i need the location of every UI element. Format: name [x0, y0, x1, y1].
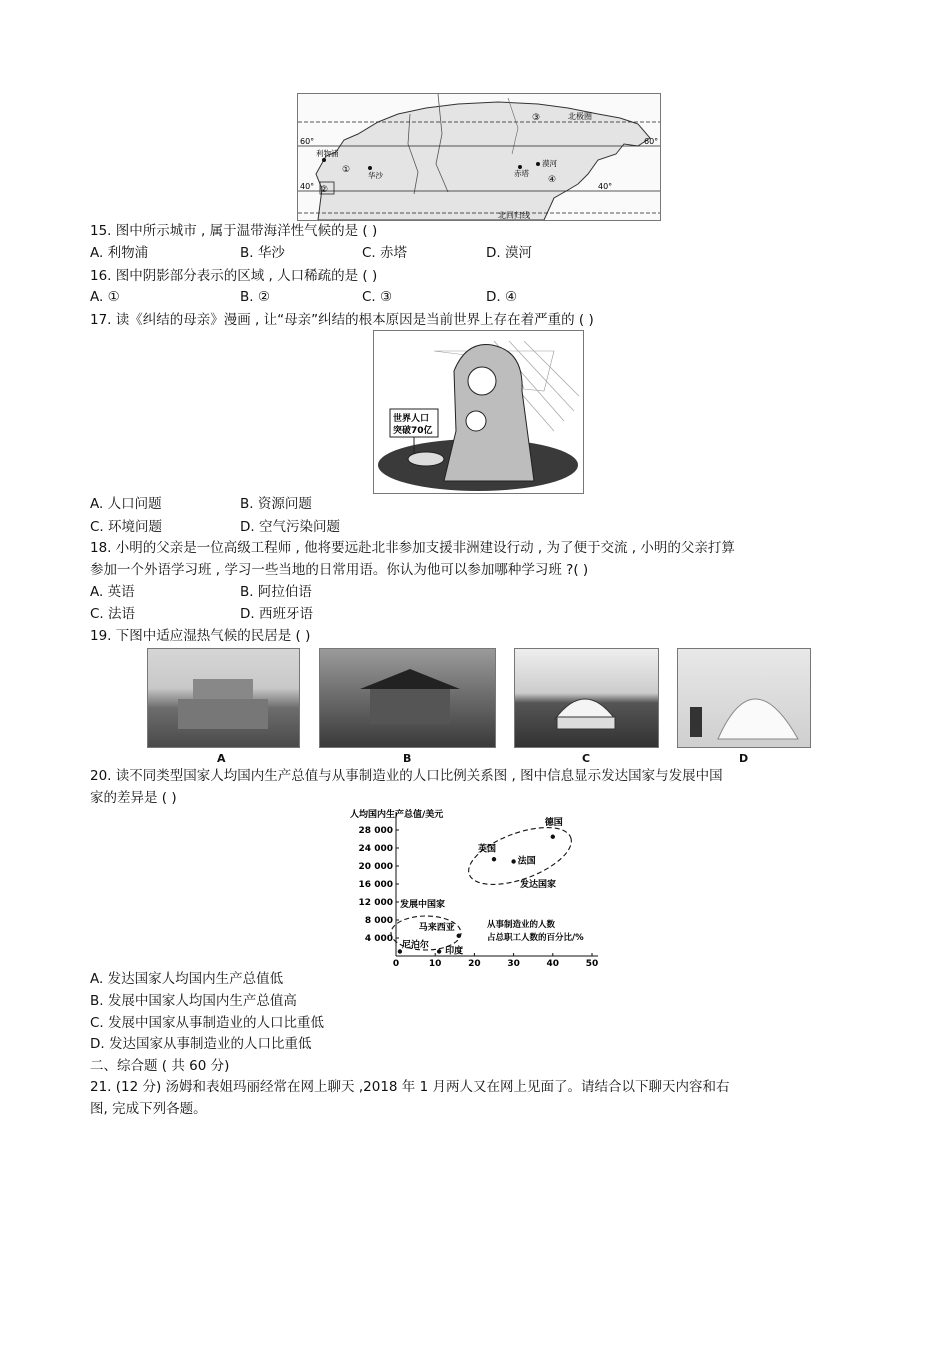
q18-option-b: B. 阿拉伯语	[240, 584, 312, 600]
q16-option-a: A. ①	[90, 289, 120, 305]
region-2-label: ②	[320, 185, 329, 195]
photo-label-b: B	[403, 752, 412, 765]
chart-xlabel-line2: 占总职工人数的百分比/%	[487, 933, 584, 943]
chart-point	[457, 934, 461, 938]
q15-option-a: A. 利物浦	[90, 245, 149, 261]
dwelling-photo-a	[147, 648, 300, 748]
chart-point	[492, 857, 496, 861]
chart-point	[437, 949, 441, 953]
chart-point	[551, 835, 555, 839]
chart-x-tick-label: 30	[507, 959, 520, 968]
q18-stem-line1: 18. 小明的父亲是一位高级工程师 , 他将要远赴北非参加支援非洲建设行动 , 为了便于交流 , 小明的父亲打算	[90, 540, 735, 556]
q20-stem-line2: 家的差异是 ( )	[90, 790, 177, 806]
chart-point-label: 法国	[517, 856, 536, 867]
photo-label-a: A	[217, 752, 226, 765]
region-4-label: ④	[548, 175, 557, 185]
gdp-manufacturing-chart	[348, 806, 608, 968]
mohe-label: 漠河	[542, 159, 557, 168]
cartoon-sign-line1: 世界人口	[393, 414, 430, 424]
section2-title: 二、综合题 ( 共 60 分)	[90, 1058, 230, 1074]
chart-point-label: 尼泊尔	[401, 940, 429, 951]
q16-stem: 16. 图中阴影部分表示的区域 , 人口稀疏的是 ( )	[90, 268, 378, 284]
lat60-left-label: 60°	[300, 137, 315, 146]
q17-option-d: D. 空气污染问题	[240, 519, 340, 535]
eurasia-map	[297, 93, 661, 221]
lat40-left-label: 40°	[300, 182, 315, 191]
chart-y-tick-label: 24 000	[358, 844, 393, 854]
dwelling-photo-c	[514, 648, 659, 748]
chart-xlabel-line1: 从事制造业的人数	[487, 920, 556, 930]
q17-stem: 17. 读《纠结的母亲》漫画 , 让“母亲”纠结的根本原因是当前世界上存在着严重的 ( )	[90, 312, 594, 328]
group-label-developing: 发展中国家	[400, 900, 446, 910]
q20-option-c: C. 发展中国家从事制造业的人口比重低	[90, 1015, 325, 1031]
chart-y-tick-label: 8 000	[364, 916, 393, 926]
tangled-mother-cartoon	[373, 330, 584, 494]
q18-stem-line2: 参加一个外语学习班 , 学习一些当地的日常用语。你认为他可以参加哪种学习班 ?( )	[90, 562, 589, 578]
q20-option-b: B. 发展中国家人均国内生产总值高	[90, 993, 297, 1009]
chart-y-tick-label: 4 000	[364, 934, 393, 944]
q19-stem: 19. 下图中适应湿热气候的民居是 ( )	[90, 628, 311, 644]
q16-option-b: B. ②	[240, 289, 270, 305]
q17-option-a: A. 人口问题	[90, 496, 162, 512]
photo-label-d: D	[739, 752, 749, 765]
q16-option-d: D. ④	[486, 289, 518, 305]
chart-point	[511, 859, 515, 863]
q21-line2: 图, 完成下列各题。	[90, 1101, 207, 1117]
chart-ylabel: 人均国内生产总值/美元	[350, 810, 444, 820]
q18-option-c: C. 法语	[90, 606, 136, 622]
q15-option-d: D. 漠河	[486, 245, 532, 261]
liverpool-label: 利物浦	[316, 149, 339, 158]
lat40-right-label: 40°	[598, 182, 613, 191]
q17-option-b: B. 资源问题	[240, 496, 312, 512]
chart-point-label: 印度	[445, 946, 464, 957]
region-1-label: ①	[342, 165, 351, 175]
chart-x-tick-label: 40	[546, 959, 560, 968]
q15-option-b: B. 华沙	[240, 245, 285, 261]
chart-x-tick-label: 20	[468, 959, 481, 968]
chart-point-label: 德国	[544, 817, 563, 828]
arctic-circle-label: 北极圈	[568, 112, 592, 121]
q18-option-a: A. 英语	[90, 584, 135, 600]
chart-y-tick-label: 20 000	[358, 862, 393, 872]
chart-point-label: 英国	[478, 844, 497, 855]
q18-option-d: D. 西班牙语	[240, 606, 313, 622]
dwelling-photo-d	[677, 648, 811, 748]
chart-x-tick-label: 0	[392, 959, 400, 968]
q15-option-c: C. 赤塔	[362, 245, 408, 261]
region-3-label: ③	[532, 113, 541, 123]
q21-line1: 21. (12 分) 汤姆和表姐玛丽经常在网上聊天 ,2018 年 1 月两人又在网上见面了。请结合以下聊天内容和右	[90, 1079, 730, 1095]
chart-y-tick-label: 16 000	[358, 880, 393, 890]
chart-point-label: 马来西亚	[418, 922, 455, 933]
q16-option-c: C. ③	[362, 289, 393, 305]
q20-stem-line1: 20. 读不同类型国家人均国内生产总值与从事制造业的人口比例关系图 , 图中信息显示发达国家与发展中国	[90, 768, 723, 784]
group-label-developed: 发达国家	[520, 880, 557, 890]
photo-label-c: C	[582, 752, 591, 765]
chart-y-tick-label: 28 000	[358, 826, 393, 836]
cartoon-sign-line2: 突破70亿	[393, 426, 433, 436]
warsaw-label: 华沙	[368, 171, 383, 180]
dwelling-photo-b	[319, 648, 496, 748]
q20-option-a: A. 发达国家人均国内生产总值低	[90, 971, 284, 987]
q17-option-c: C. 环境问题	[90, 519, 163, 535]
chart-x-tick-label: 50	[585, 959, 599, 968]
q15-stem: 15. 图中所示城市 , 属于温带海洋性气候的是 ( )	[90, 223, 378, 239]
q20-option-d: D. 发达国家从事制造业的人口比重低	[90, 1036, 312, 1052]
tropic-cancer-label: 北回归线	[498, 211, 530, 220]
chart-y-tick-label: 12 000	[358, 898, 393, 908]
chita-label: 赤塔	[514, 169, 529, 178]
lat60-right-label: 60°	[644, 137, 659, 146]
chart-x-tick-label: 10	[428, 959, 442, 968]
